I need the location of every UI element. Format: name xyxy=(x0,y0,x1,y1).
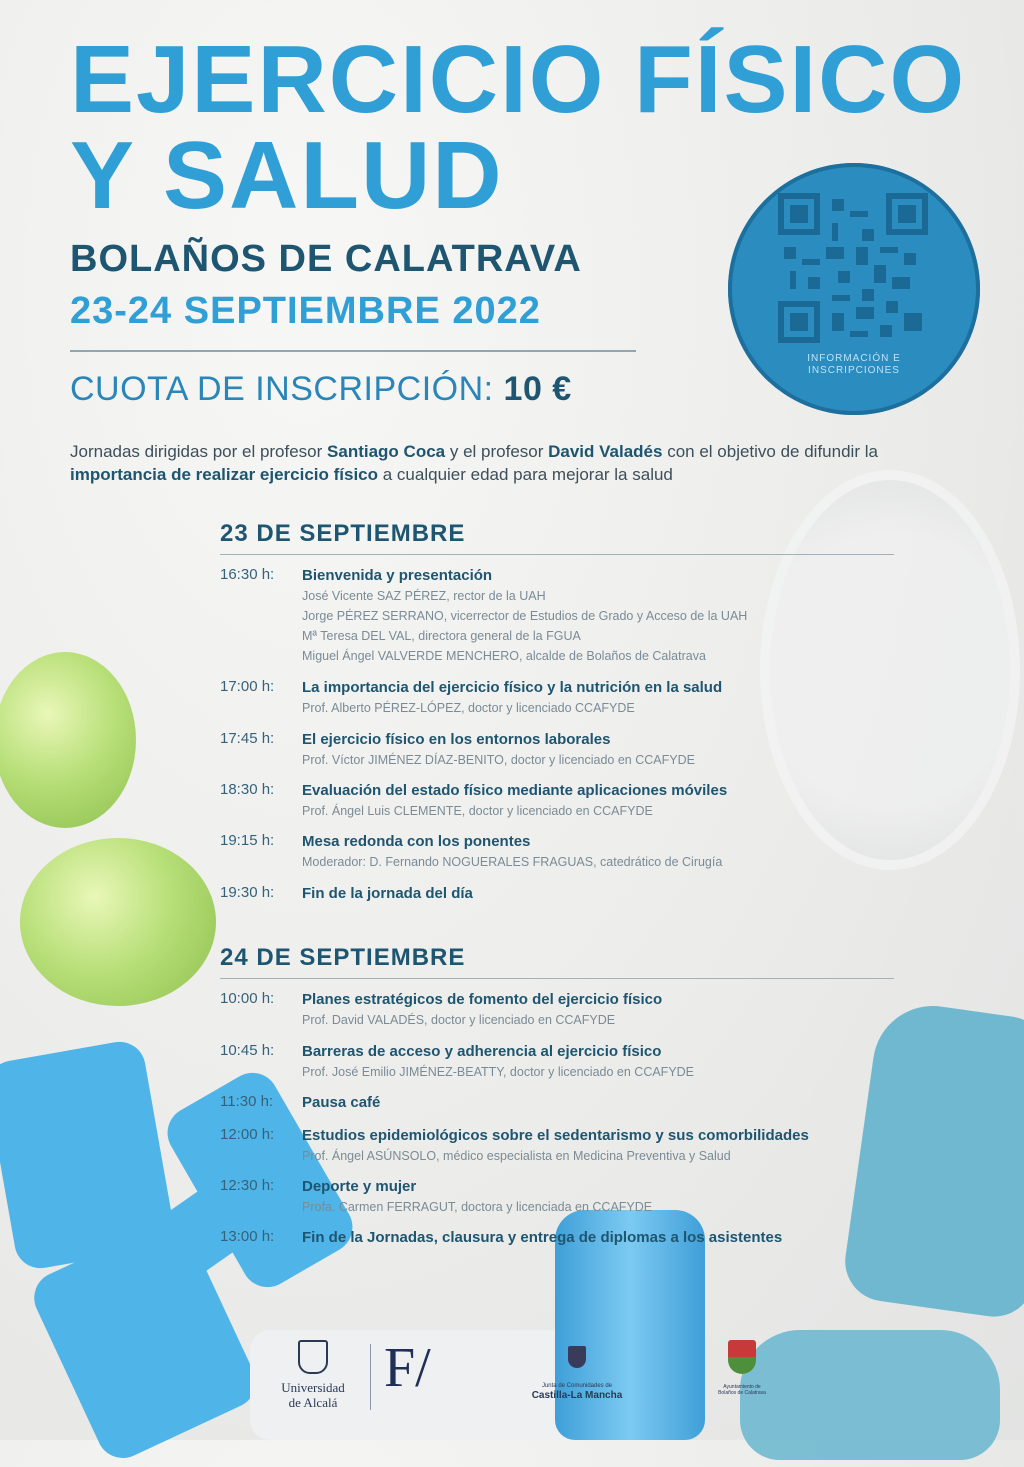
qr-label xyxy=(728,353,980,377)
schedule-item xyxy=(220,990,940,1030)
main-title-line1: EJERCICIO FÍSICO xyxy=(70,26,967,133)
intro-text: a cualquier edad para mejorar la salud xyxy=(378,465,673,484)
schedule-speaker: Prof. Víctor JIMÉNEZ DÍAZ-BENITO, doctor y licenciado en CCAFYDE xyxy=(302,753,695,767)
schedule-speaker: Prof. Alberto PÉREZ-LÓPEZ, doctor y licenciado CCAFYDE xyxy=(302,701,635,715)
schedule-title: Bienvenida y presentación xyxy=(302,567,493,584)
schedule-item xyxy=(220,884,940,904)
schedule-item xyxy=(220,1126,940,1166)
schedule-speaker: Miguel Ángel VALVERDE MENCHERO, alcalde de Bolaños de Calatrava xyxy=(302,649,706,663)
qr-code-icon xyxy=(778,193,928,343)
apple-image xyxy=(0,652,136,828)
day2-heading: 24 DE SEPTIEMBRE xyxy=(220,944,466,971)
schedule-speaker: Prof. José Emilio JIMÉNEZ-BEATTY, doctor y licenciado en CCAFYDE xyxy=(302,1065,695,1079)
schedule-item xyxy=(220,781,940,821)
schedule-title: Fin de la Jornadas, clausura y entrega de diplomas a los asistentes xyxy=(302,1229,783,1246)
schedule-title: Pausa café xyxy=(302,1094,381,1111)
schedule-speaker: Prof. David VALADÉS, doctor y licenciado en CCAFYDE xyxy=(302,1013,616,1027)
schedule-item xyxy=(220,1177,940,1217)
intro-name-2: David Valadés xyxy=(548,442,663,461)
schedule-time: 11:30 h: xyxy=(220,1093,274,1110)
qr-label-line2: INSCRIPCIONES xyxy=(808,365,900,376)
uah-logo-text: Universidad xyxy=(281,1380,345,1395)
fee-amount: 10 € xyxy=(503,370,572,408)
schedule-item xyxy=(220,1093,940,1113)
ayuntamiento-logo-text: Ayuntamiento de xyxy=(723,1384,761,1390)
schedule-time: 17:45 h: xyxy=(220,730,275,747)
schedule-title: Barreras de acceso y adherencia al ejercicio físico xyxy=(302,1043,662,1060)
intro-text: con el objetivo de difundir la xyxy=(662,442,878,461)
logo-divider xyxy=(370,1344,371,1410)
schedule-speaker: José Vicente SAZ PÉREZ, rector de la UAH xyxy=(302,589,546,603)
schedule-item xyxy=(220,730,940,770)
day2-divider xyxy=(220,978,894,979)
fgua-logo: F/ xyxy=(384,1337,431,1399)
event-dates: 23-24 SEPTIEMBRE 2022 xyxy=(70,290,541,332)
uah-crest-icon xyxy=(298,1340,328,1374)
schedule-title: La importancia del ejercicio físico y la nutrición en la salud xyxy=(302,679,723,696)
jccm-logo-text: Junta de Comunidades de xyxy=(541,1383,613,1389)
schedule-item xyxy=(220,1228,940,1248)
jccm-shield-icon xyxy=(568,1346,586,1368)
apple-image xyxy=(20,838,216,1006)
schedule-item xyxy=(220,566,940,666)
registration-fee xyxy=(70,370,572,409)
schedule-speaker: Mª Teresa DEL VAL, directora general de la FGUA xyxy=(302,629,581,643)
uah-logo xyxy=(268,1340,358,1410)
schedule-time: 19:30 h: xyxy=(220,884,275,901)
schedule-time: 12:00 h: xyxy=(220,1126,275,1143)
qr-label-line1: INFORMACIÓN E xyxy=(807,353,901,364)
schedule-title: Planes estratégicos de fomento del ejercicio físico xyxy=(302,991,663,1008)
event-location: BOLAÑOS DE CALATRAVA xyxy=(70,238,582,280)
schedule-time: 18:30 h: xyxy=(220,781,275,798)
jccm-logo-text: Castilla-La Mancha xyxy=(531,1390,623,1401)
schedule-speaker: Moderador: D. Fernando NOGUERALES FRAGUAS, catedrático de Cirugía xyxy=(302,855,723,869)
schedule-title: El ejercicio físico en los entornos laborales xyxy=(302,731,611,748)
schedule-time: 17:00 h: xyxy=(220,678,275,695)
ayuntamiento-logo xyxy=(712,1340,772,1396)
schedule-speaker: Jorge PÉREZ SERRANO, vicerrector de Estudios de Grado y Acceso de la UAH xyxy=(302,609,748,623)
schedule-time: 13:00 h: xyxy=(220,1228,275,1245)
schedule-speaker: Prof. Ángel Luis CLEMENTE, doctor y licenciado en CCAFYDE xyxy=(302,804,653,818)
ayuntamiento-logo-text: Bolaños de Calatrava xyxy=(718,1390,766,1396)
qr-code-badge[interactable] xyxy=(728,163,980,415)
intro-highlight: importancia de realizar ejercicio físico xyxy=(70,465,379,484)
schedule-speaker: Prof. Ángel ASÚNSOLO, médico especialista en Medicina Preventiva y Salud xyxy=(302,1149,731,1163)
schedule-time: 10:00 h: xyxy=(220,990,275,1007)
day1-heading: 23 DE SEPTIEMBRE xyxy=(220,520,466,547)
main-title-line2: Y SALUD xyxy=(70,122,504,229)
uah-logo-text: de Alcalá xyxy=(288,1395,338,1410)
schedule-title: Mesa redonda con los ponentes xyxy=(302,833,531,850)
schedule-title: Deporte y mujer xyxy=(302,1178,417,1195)
header-divider xyxy=(70,350,636,352)
schedule-time: 10:45 h: xyxy=(220,1042,275,1059)
jccm-logo xyxy=(522,1346,632,1402)
schedule-time: 19:15 h: xyxy=(220,832,275,849)
intro-text: Jornadas dirigidas por el profesor xyxy=(70,442,328,461)
schedule-title: Estudios epidemiológicos sobre el sedentarismo y sus comorbilidades xyxy=(302,1127,809,1144)
sneaker-image xyxy=(740,1330,1000,1460)
schedule-time: 12:30 h: xyxy=(220,1177,275,1194)
fee-label: CUOTA DE INSCRIPCIÓN: xyxy=(70,370,494,408)
intro-text: y el profesor xyxy=(445,442,549,461)
intro-paragraph xyxy=(70,440,970,486)
schedule-speaker: Profa. Carmen FERRAGUT, doctora y licenciada en CCAFYDE xyxy=(302,1200,653,1214)
schedule-time: 16:30 h: xyxy=(220,566,275,583)
schedule-title: Evaluación del estado físico mediante aplicaciones móviles xyxy=(302,782,728,799)
schedule-item xyxy=(220,1042,940,1082)
intro-name-1: Santiago Coca xyxy=(327,442,446,461)
schedule-title: Fin de la jornada del día xyxy=(302,885,473,902)
schedule-item xyxy=(220,832,940,872)
ayuntamiento-shield-icon xyxy=(728,1340,756,1374)
day1-divider xyxy=(220,554,894,555)
schedule-item xyxy=(220,678,940,718)
